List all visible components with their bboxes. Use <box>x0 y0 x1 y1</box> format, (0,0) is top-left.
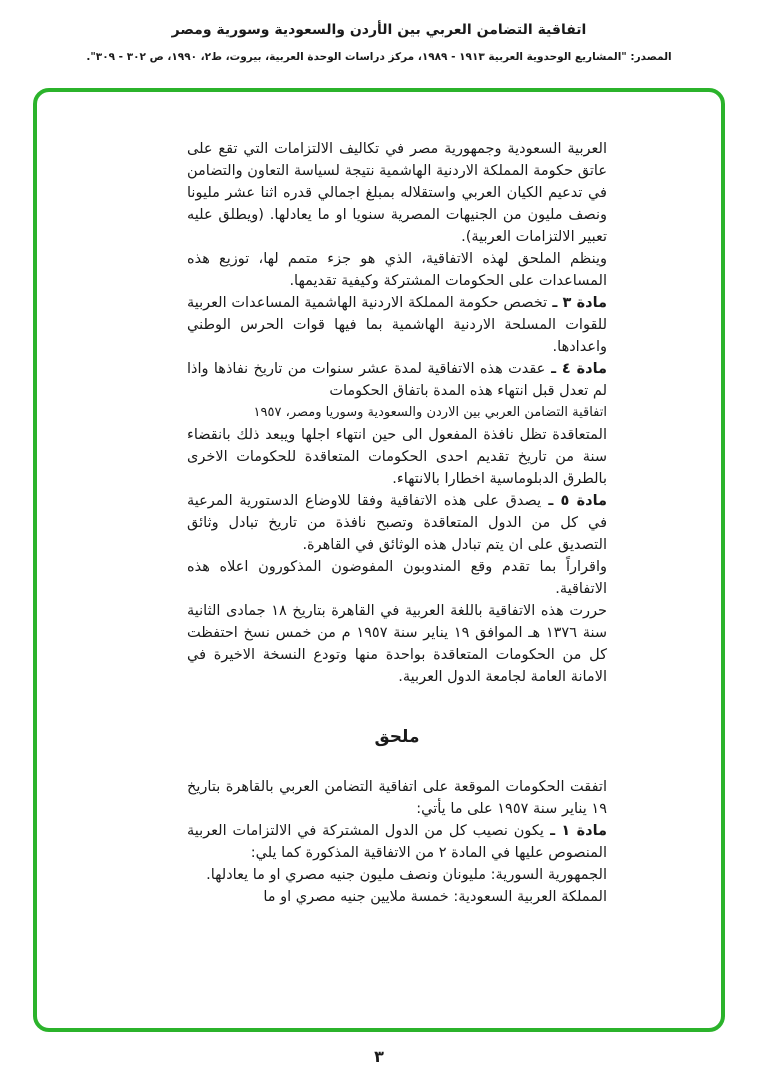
annex-paragraph-saudi-share <box>187 886 607 908</box>
body-paragraph <box>187 556 607 600</box>
annex-paragraph <box>187 776 607 820</box>
paragraph-text: عقدت هذه الاتفاقية لمدة عشر سنوات من تاريخ نفاذها واذا لم تعدل قبل انتهاء هذه المدة باتفاق الحكومات <box>187 361 607 399</box>
body-paragraph-article-5 <box>187 490 607 556</box>
body-paragraph <box>187 600 607 688</box>
paragraph-text: يكون نصيب كل من الدول المشتركة في الالتزامات العربية المنصوص عليها في المادة ٢ من الاتفاقية المذكورة كما يلي: <box>187 823 607 861</box>
annex-paragraph-article-1 <box>187 820 607 864</box>
green-border-frame <box>33 88 725 1032</box>
page-header <box>0 0 758 63</box>
paragraph-lead: مادة ٣ ـ <box>547 295 607 311</box>
paragraph-text: اتفاقية التضامن العربي بين الاردن والسعودية وسوريا ومصر، ١٩٥٧ <box>253 405 607 420</box>
source-citation: المصدر: "المشاريع الوحدوية العربية ١٩١٣ - ١٩٨٩، مركز دراسات الوحدة العربية، بيروت، ط٢، ١٩٩٠، ص ٣٠٢ - ٣٠٩". <box>86 51 672 63</box>
body-paragraph <box>187 424 607 490</box>
body-paragraph <box>187 138 607 248</box>
annex-heading: ملحق <box>374 727 420 747</box>
page-number: ٣ <box>374 1047 384 1066</box>
paragraph-text: الجمهورية السورية: مليونان ونصف مليون جنيه مصري او ما يعادلها. <box>206 867 607 883</box>
running-title-line <box>187 402 607 424</box>
paragraph-text: المملكة العربية السعودية: خمسة ملايين جنيه مصري او ما <box>263 889 607 905</box>
paragraph-text: اتفقت الحكومات الموقعة على اتفاقية التضامن العربي بالقاهرة بتاريخ ١٩ يناير سنة ١٩٥٧ على ما يأتي: <box>187 779 607 817</box>
body-paragraph <box>187 248 607 292</box>
paragraph-text: يصدق على هذه الاتفاقية وفقا للاوضاع الدستورية المرعية في كل من الدول المتعاقدة وتصبح نافذة من تاريخ تبادل وثائق التصديق على ان يتم تبادل هذه الوثائق في القاهرة. <box>187 493 607 553</box>
paragraph-lead: مادة ١ ـ <box>543 823 607 839</box>
annex-paragraph-syria-share <box>187 864 607 886</box>
paragraph-lead: مادة ٤ ـ <box>545 361 607 377</box>
paragraph-text: العربية السعودية وجمهورية مصر في تكاليف الالتزامات التي تقع على عاتق حكومة المملكة الاردنية الهاشمية نتيجة لسياسة التعاون والتضامن في تدعيم الكيان العربي واستقلاله بمبلغ اجمالي قدره اثنا عشر مليونا ونصف مليون من الجنيهات المصرية سنويا او ما يعادلها. (ويطلق عليه تعبير الالتزامات العربية). <box>187 141 607 245</box>
body-paragraph-article-3 <box>187 292 607 358</box>
document-title: اتفاقية التضامن العربي بين الأردن والسعودية وسورية ومصر <box>171 22 587 38</box>
paragraph-text: وينظم الملحق لهذه الاتفاقية، الذي هو جزء متمم لها، توزيع هذه المساعدات على الحكومات المشتركة وكيفية تقديمها. <box>187 251 607 289</box>
body-paragraph-article-4 <box>187 358 607 402</box>
paragraph-text: المتعاقدة تظل نافذة المفعول الى حين انتهاء اجلها ويبعد ذلك بانقضاء سنة من تاريخ تقديم احدى الحكومات المتعاقدة للحكومات الاخرى بالطرق الدبلوماسية اخطارا بالانتهاء. <box>187 427 607 487</box>
paragraph-text: تخصص حكومة المملكة الاردنية الهاشمية المساعدات العربية للقوات المسلحة الاردنية الهاشمية بما فيها قوات الحرس الوطني واعدادها. <box>187 295 607 355</box>
document-body <box>37 92 721 908</box>
paragraph-text: حررت هذه الاتفاقية باللغة العربية في القاهرة بتاريخ ١٨ جمادى الثانية سنة ١٣٧٦ هـ الموافق ١٩ يناير سنة ١٩٥٧ م من خمس نسخ احتفظت كل من الحكومات المتعاقدة بواحدة منها وتودع النسخة الاخيرة في الامانة العامة لجامعة الدول العربية. <box>187 603 607 685</box>
paragraph-lead: مادة ٥ ـ <box>541 493 607 509</box>
paragraph-text: واقراراً بما تقدم وقع المندوبون المفوضون المذكورون اعلاه هذه الاتفاقية. <box>187 559 607 597</box>
